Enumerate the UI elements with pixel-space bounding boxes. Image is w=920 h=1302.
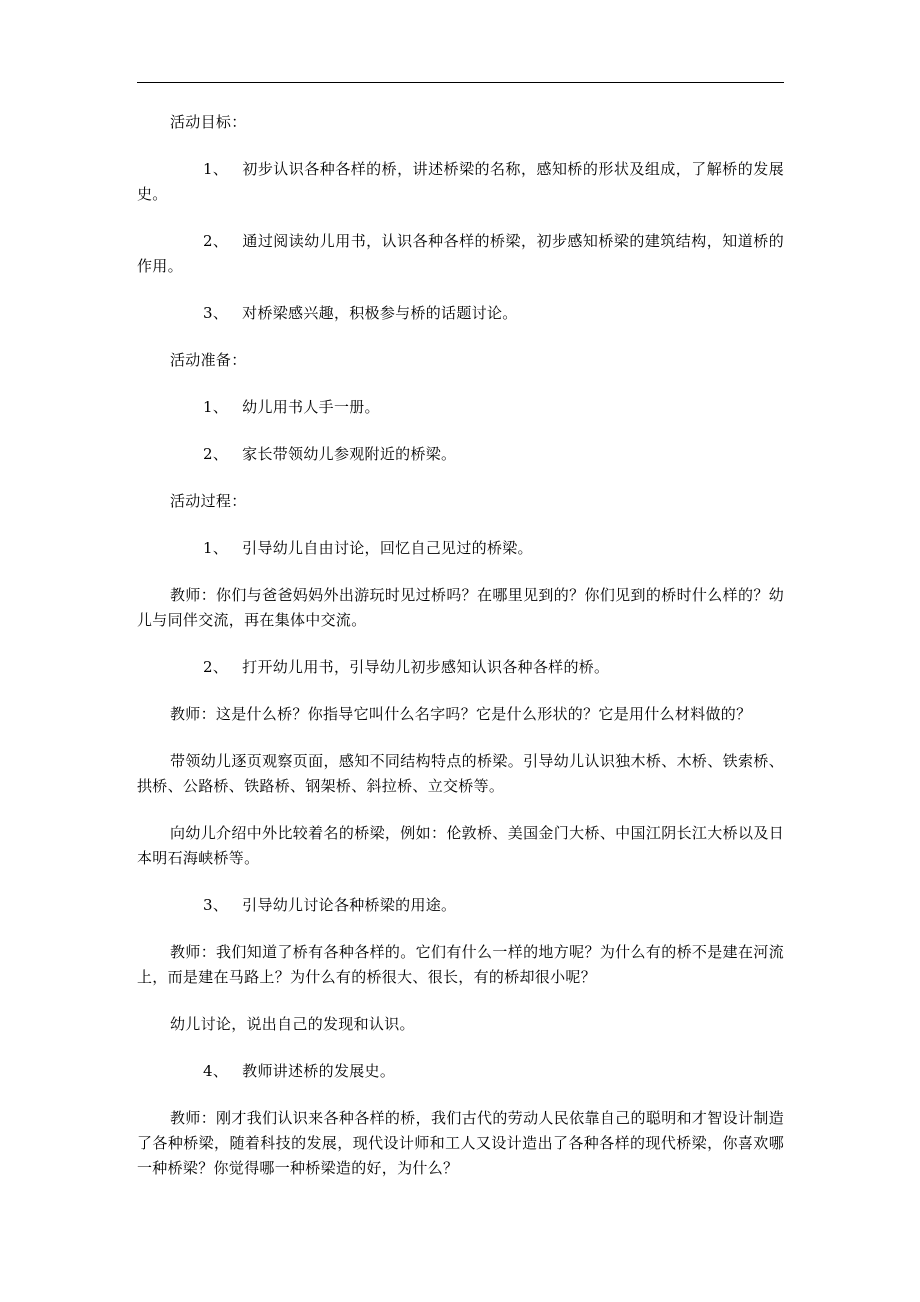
- paragraph-text: 教师：你们与爸爸妈妈外出游玩时见过桥吗？在哪里见到的？你们见到的桥时什么样的？幼儿与同伴交流，再在集体中交流。: [137, 586, 784, 629]
- paragraph-text: 教师：这是什么桥？你指导它叫什么名字吗？它是什么形状的？它是用什么材料做的？: [170, 705, 752, 723]
- paragraph-text: 活动目标：: [170, 113, 247, 131]
- paragraph-text: 打开幼儿用书，引导幼儿初步感知认识各种各样的桥。: [242, 658, 610, 676]
- header-rule: [137, 82, 784, 83]
- heading-process: [137, 489, 784, 514]
- item-number: 1、: [203, 539, 229, 557]
- paragraph-text: 引导幼儿讨论各种桥梁的用途。: [242, 896, 457, 914]
- children-discussion: [137, 1012, 784, 1037]
- teacher-question-4: [137, 1106, 784, 1181]
- teacher-question-2: [137, 702, 784, 727]
- process-step-2: [137, 655, 784, 680]
- paragraph-text: 活动准备：: [170, 351, 247, 369]
- paragraph-text: 活动过程：: [170, 492, 247, 510]
- goal-item-3: [137, 301, 784, 326]
- item-number: 1、: [203, 398, 229, 416]
- observation-paragraph: [137, 749, 784, 799]
- goal-item-2: [137, 229, 784, 279]
- paragraph-text: 向幼儿介绍中外比较着名的桥梁，例如：伦敦桥、美国金门大桥、中国江阴长江大桥以及日本明石海峡桥等。: [137, 824, 784, 867]
- prep-item-2: [137, 442, 784, 467]
- item-number: 2、: [203, 445, 229, 463]
- teacher-question-1: [137, 583, 784, 633]
- item-number: 1、: [203, 160, 229, 178]
- process-step-4: [137, 1059, 784, 1084]
- prep-item-1: [137, 395, 784, 420]
- process-step-1: [137, 536, 784, 561]
- item-number: 2、: [203, 232, 229, 250]
- paragraph-text: 家长带领幼儿参观附近的桥梁。: [242, 445, 457, 463]
- teacher-question-3: [137, 940, 784, 990]
- goal-item-1: [137, 157, 784, 207]
- heading-goals: [137, 110, 784, 135]
- famous-bridges-paragraph: [137, 821, 784, 871]
- paragraph-text: 教师：刚才我们认识来各种各样的桥，我们古代的劳动人民依靠自己的聪明和才智设计制造了各种桥梁，随着科技的发展，现代设计师和工人又设计造出了各种各样的现代桥梁，你喜欢哪一种桥梁？你觉得哪一种桥梁造的好，为什么？: [137, 1109, 784, 1177]
- paragraph-text: 幼儿用书人手一册。: [242, 398, 380, 416]
- heading-preparation: [137, 348, 784, 373]
- paragraph-text: 教师讲述桥的发展史。: [242, 1062, 396, 1080]
- paragraph-text: 初步认识各种各样的桥，讲述桥梁的名称，感知桥的形状及组成，了解桥的发展史。: [137, 160, 784, 203]
- paragraph-text: 幼儿讨论，说出自己的发现和认识。: [170, 1015, 415, 1033]
- item-number: 3、: [203, 304, 229, 322]
- paragraph-text: 对桥梁感兴趣，积极参与桥的话题讨论。: [242, 304, 518, 322]
- paragraph-text: 引导幼儿自由讨论，回忆自己见过的桥梁。: [242, 539, 533, 557]
- paragraph-text: 教师：我们知道了桥有各种各样的。它们有什么一样的地方呢？为什么有的桥不是建在河流上，而是建在马路上？为什么有的桥很大、很长，有的桥却很小呢？: [137, 943, 784, 986]
- item-number: 3、: [203, 896, 229, 914]
- paragraph-text: 带领幼儿逐页观察页面，感知不同结构特点的桥梁。引导幼儿认识独木桥、木桥、铁索桥、拱桥、公路桥、铁路桥、钢架桥、斜拉桥、立交桥等。: [137, 752, 784, 795]
- document-body: [137, 110, 784, 1203]
- paragraph-text: 通过阅读幼儿用书，认识各种各样的桥梁，初步感知桥梁的建筑结构，知道桥的作用。: [137, 232, 784, 275]
- item-number: 2、: [203, 658, 229, 676]
- item-number: 4、: [203, 1062, 229, 1080]
- process-step-3: [137, 893, 784, 918]
